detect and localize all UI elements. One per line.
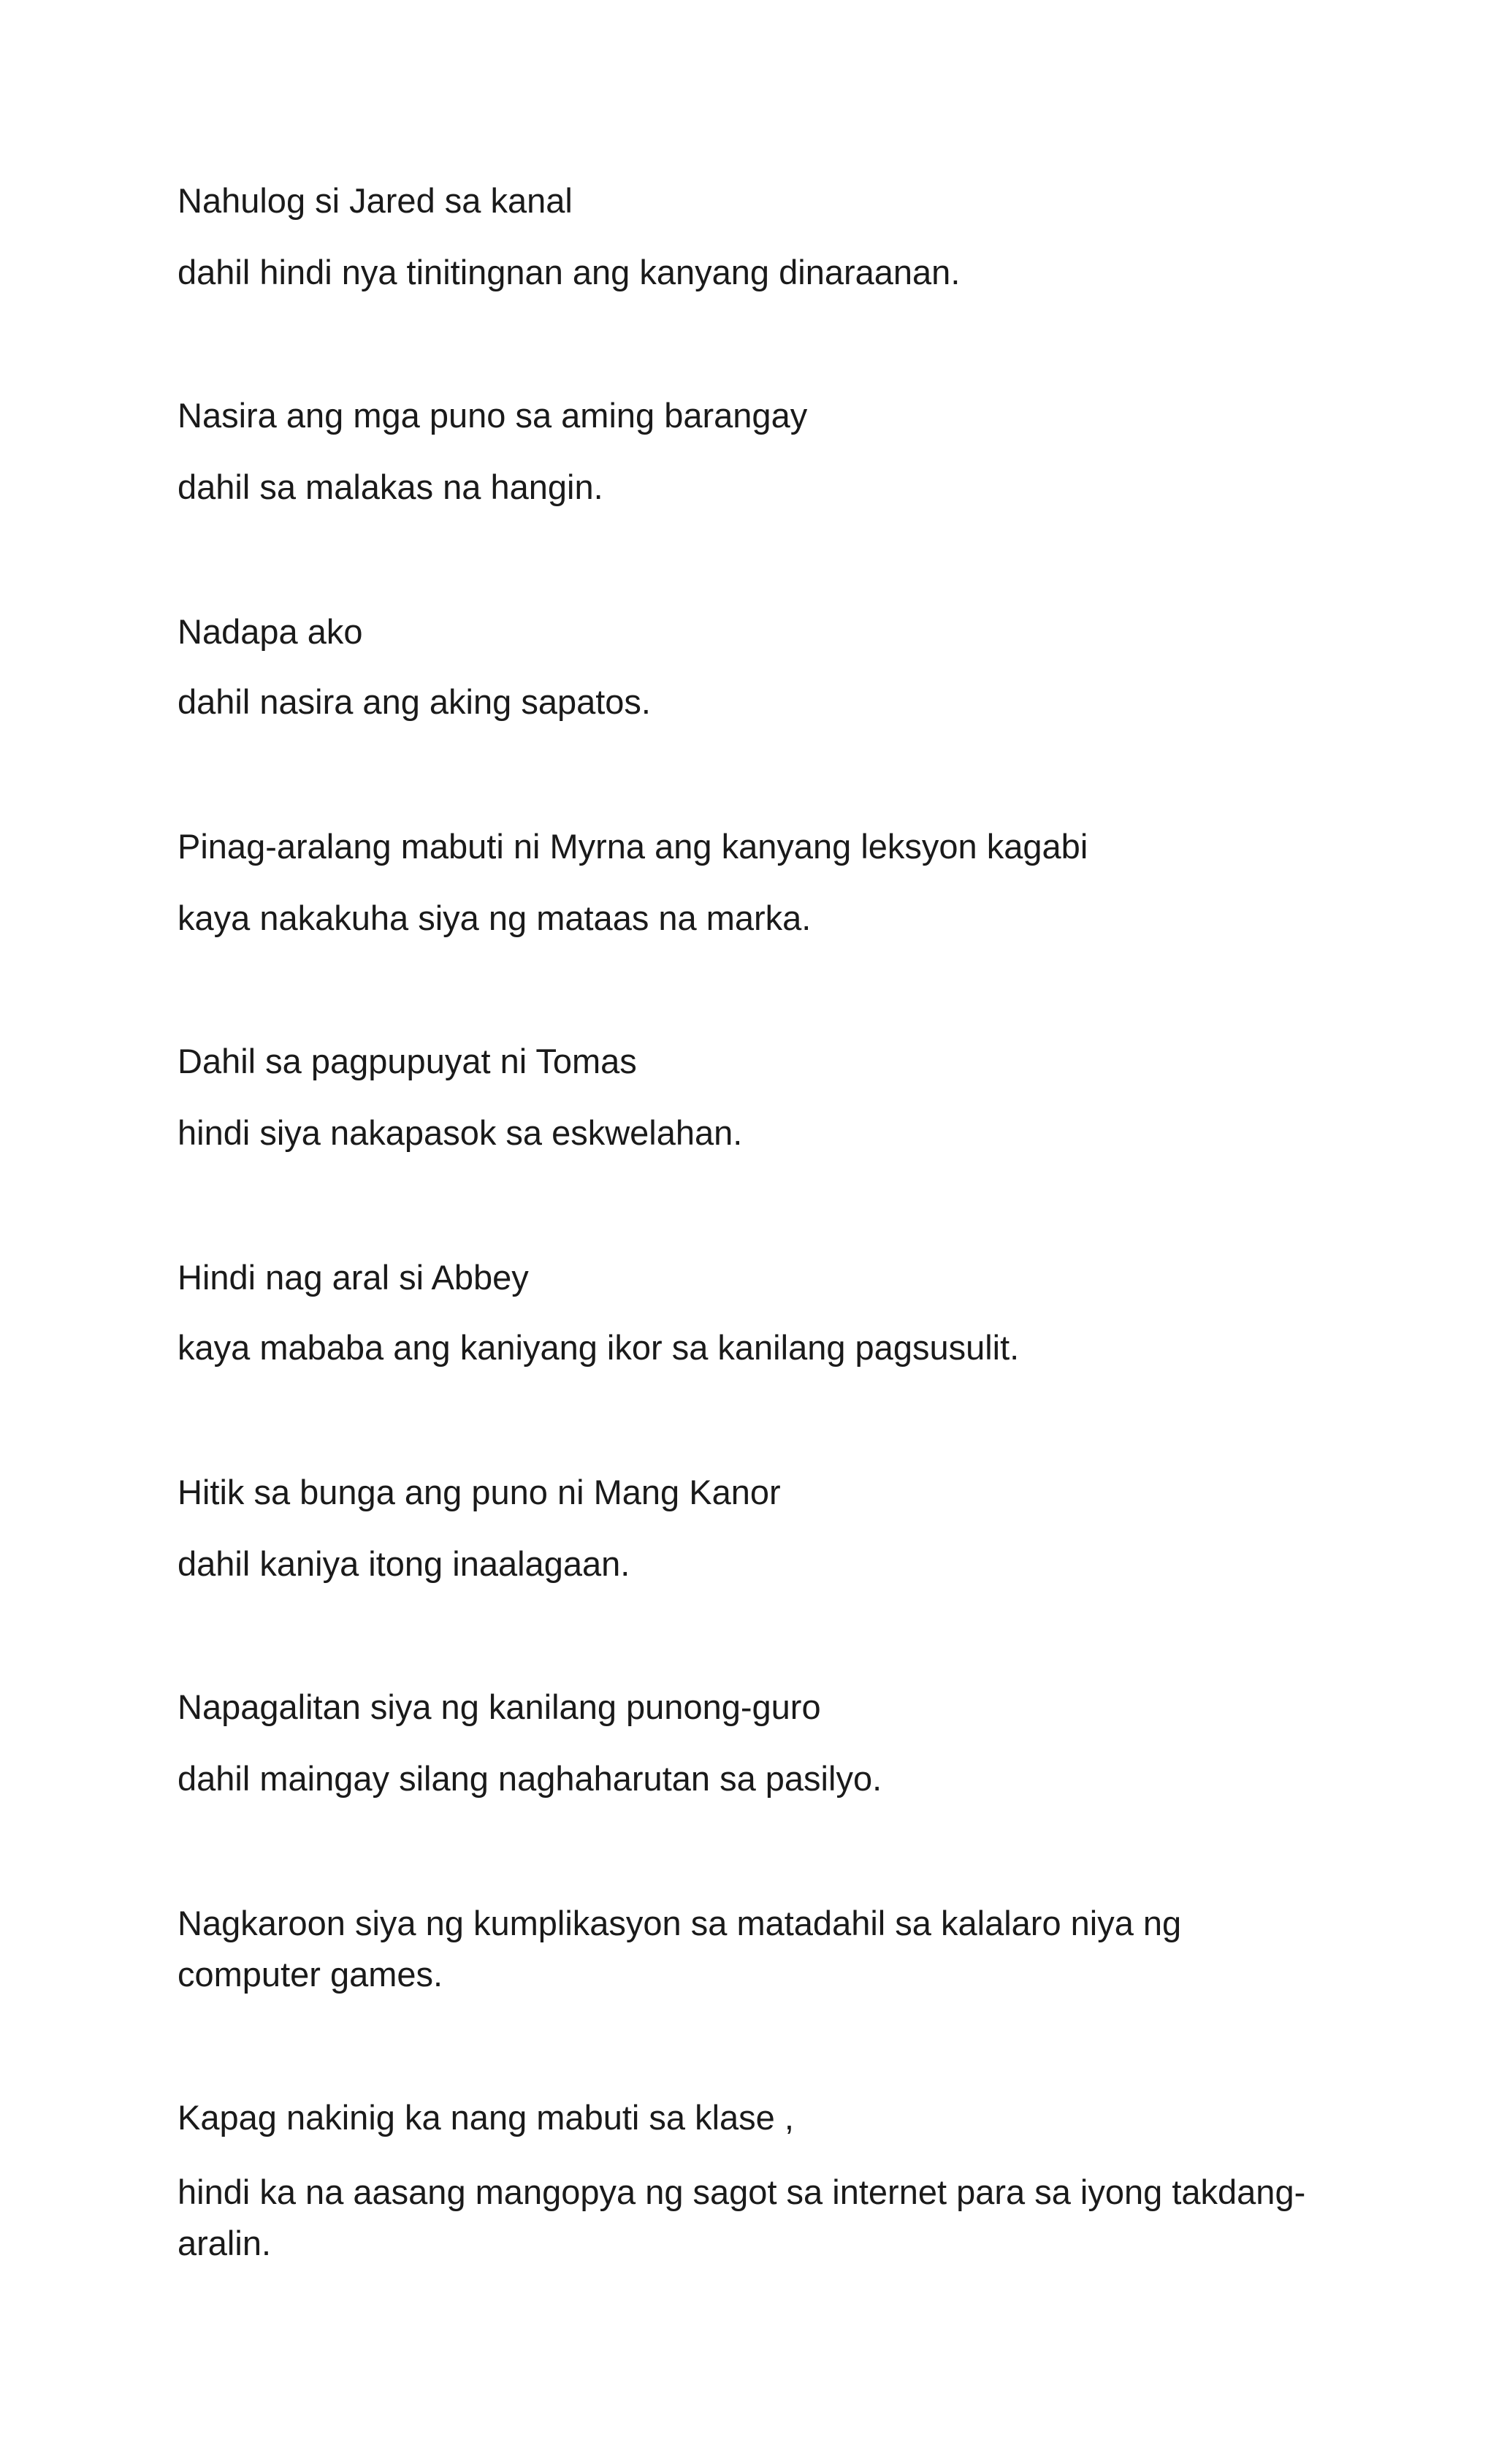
sentence-2-effect: Nasira ang mga puno sa aming barangay — [178, 396, 808, 435]
sentence-6-effect: kaya mababa ang kaniyang ikor sa kanilang pagsusulit. — [178, 1328, 1020, 1367]
sentence-7-effect: Hitik sa bunga ang puno ni Mang Kanor — [178, 1473, 781, 1511]
sentence-2-cause: dahil sa malakas na hangin. — [178, 468, 603, 506]
sentence-8-effect: Napagalitan siya ng kanilang punong-guro — [178, 1687, 821, 1726]
sentence-1-cause: Nahulog si Jared sa kanal — [178, 181, 573, 220]
sentence-4-cause: Pinag-aralang mabuti ni Myrna ang kanyang leksyon kagabi — [178, 827, 1088, 866]
sentence-4-effect: kaya nakakuha siya ng mataas na marka. — [178, 899, 812, 937]
sentence-8-cause: dahil maingay silang naghaharutan sa pasilyo. — [178, 1759, 882, 1798]
sentence-7-cause: dahil kaniya itong inaalagaan. — [178, 1544, 630, 1583]
sentence-5-cause: Dahil sa pagpupuyat ni Tomas — [178, 1042, 637, 1080]
sentence-9: Nagkaroon siya ng kumplikasyon sa matadahil sa kalalaro niya ng computer games. — [178, 1904, 1182, 1994]
sentence-3-cause: dahil nasira ang aking sapatos. — [178, 682, 651, 721]
sentence-1-effect: dahil hindi nya tinitingnan ang kanyang dinaraanan. — [178, 253, 961, 291]
sentence-10-condition: Kapag nakinig ka nang mabuti sa klase , — [178, 2098, 794, 2137]
sentence-6-cause: Hindi nag aral si Abbey — [178, 1258, 529, 1297]
sentence-5-effect: hindi siya nakapasok sa eskwelahan. — [178, 1113, 743, 1152]
sentence-10-result: hindi ka na aasang mangopya ng sagot sa internet para sa iyong takdang-aralin. — [178, 2173, 1306, 2262]
sentence-3-effect: Nadapa ako — [178, 612, 363, 651]
